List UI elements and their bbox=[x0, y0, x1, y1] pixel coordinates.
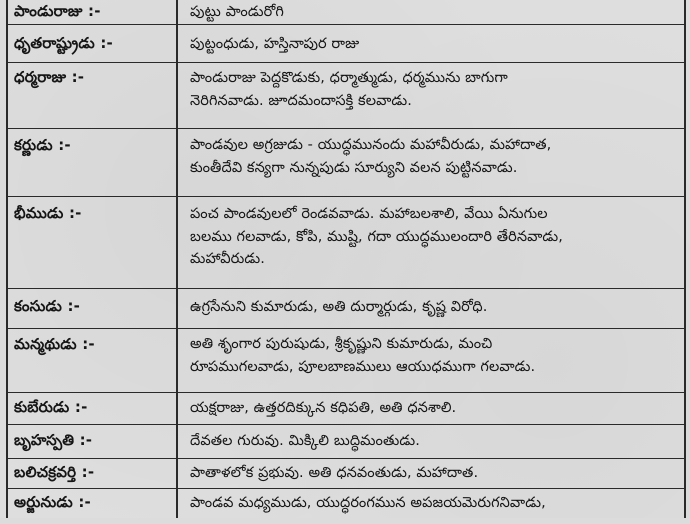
character-name: కుబేరుడు :- bbox=[14, 398, 88, 416]
character-name: అర్జునుడు :- bbox=[14, 493, 91, 511]
character-name: భీముడు :- bbox=[14, 204, 82, 222]
table-row bbox=[6, 424, 684, 459]
character-description: దేవతల గురువు. మిక్కిలి బుద్ధిమంతుడు. bbox=[190, 433, 420, 449]
table-row bbox=[6, 0, 684, 25]
table-row bbox=[6, 62, 684, 129]
character-description: పంచ పాండవులలో రెండవవాడు. మహాబలశాలి, వేయి ఏనుగుల బలము గలవాడు, కోపి, ముష్టి, గదా యుద్ధములందారి తేరినవాడు, మహావీరుడు. bbox=[190, 206, 563, 267]
table-row bbox=[6, 328, 684, 393]
table-row bbox=[6, 488, 684, 524]
table-row bbox=[6, 128, 684, 197]
character-description: పాండురాజు పెద్దకొడుకు, ధర్మాత్ముడు, ధర్మమును బాగుగా నెరిగినవాడు. జూదమందాసక్తి కలవాడు. bbox=[190, 70, 508, 109]
character-description: యక్షరాజు, ఉత్తరదిక్కున కధిపతి, అతి ధనశాలి. bbox=[190, 400, 457, 416]
character-name: ధృతరాష్ట్రుడు :- bbox=[14, 34, 113, 52]
table-row bbox=[6, 458, 684, 489]
table-border-right bbox=[684, 0, 686, 518]
character-name: బలిచక్రవర్తి :- bbox=[14, 463, 95, 481]
character-description: పాతాళలోక ప్రభువు. అతి ధనవంతుడు, మహాదాత. bbox=[190, 465, 479, 481]
character-description: ఉగ్రసేనుని కుమారుడు, అతి దుర్మార్గుడు, కృష్ణ విరోధి. bbox=[190, 299, 488, 315]
character-name: మన్మథుడు :- bbox=[14, 335, 95, 353]
character-name: కంసుడు :- bbox=[14, 297, 81, 315]
character-name: పాండురాజు :- bbox=[14, 2, 101, 20]
table-row bbox=[6, 392, 684, 425]
table-row bbox=[6, 288, 684, 329]
character-description: అతి శృంగార పురుషుడు, శ్రీకృష్ణుని కుమారుడు, మంచి రూపముగలవాడు, పూలబాణములు ఆయుధముగా గలవాడు. bbox=[190, 336, 536, 375]
table-row bbox=[6, 196, 684, 289]
character-name: ధర్మరాజు :- bbox=[14, 68, 85, 86]
character-name: కర్ణుడు :- bbox=[14, 136, 71, 154]
character-description: పుట్టంధుడు, హస్తినాపుర రాజు bbox=[190, 36, 360, 52]
character-description: పాండవ మధ్యముడు, యుద్ధరంగమున అపజయమెరుగనివాడు, bbox=[190, 495, 546, 511]
character-description: పాండవుల అగ్రజుడు - యుద్ధమునందు మహావీరుడు, మహాదాత, కుంతీదేవి కన్యగా నున్నపుడు సూర్యుని వలన పుట్టినవాడు. bbox=[190, 137, 552, 176]
table-row bbox=[6, 24, 684, 63]
character-description: పుట్టు పాండురోగి bbox=[190, 4, 284, 20]
character-name: బృహస్పతి :- bbox=[14, 431, 93, 449]
